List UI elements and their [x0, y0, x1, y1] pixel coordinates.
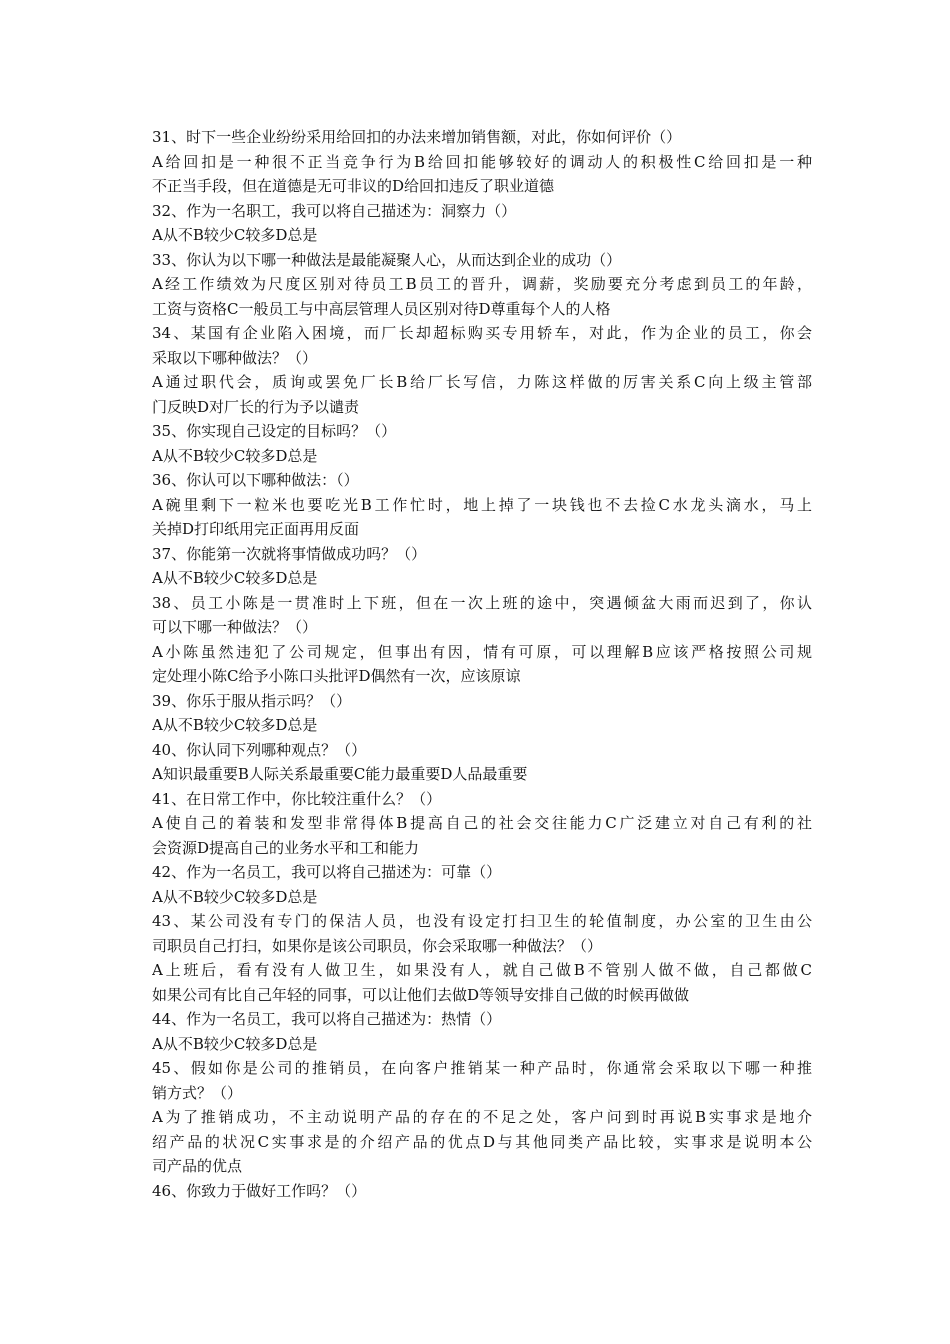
text-line: 41、在日常工作中，你比较注重什么？（）: [152, 789, 442, 808]
text-line: 38、员工小陈是一贯准时上下班，但在一次上班的途中，突遇倾盆大雨而迟到了，你认: [152, 593, 812, 612]
text-line: 46、你致力于做好工作吗？（）: [152, 1181, 367, 1200]
document-page: [152, 125, 812, 1203]
text-line: 定处理小陈C给予小陈口头批评D偶然有一次，应该原谅: [152, 667, 521, 685]
text-line: 32、作为一名职工，我可以将自己描述为：洞察力（）: [152, 201, 517, 220]
text-line: 门反映D对厂长的行为予以谴责: [152, 397, 360, 416]
text-line: 不正当手段，但在道德是无可非议的D给回扣违反了职业道德: [152, 177, 555, 195]
text-line: A上班后，看有没有人做卫生，如果没有人，就自己做B不管别人做不做，自己都做C: [152, 961, 812, 979]
text-line: 会资源D提高自己的业务水平和工和能力: [152, 838, 420, 857]
text-line: 36、你认可以下哪种做法：（）: [152, 471, 359, 489]
text-line: A从不B较少C较多D总是: [152, 569, 318, 587]
text-line: 33、你认为以下哪一种做法是最能凝聚人心，从而达到企业的成功（）: [152, 250, 622, 269]
text-line: 关掉D打印纸用完正面再用反面: [152, 520, 360, 538]
text-line: 司产品的优点: [152, 1157, 243, 1175]
text-line: 可以下哪一种做法？（）: [152, 618, 318, 636]
text-line: 45、假如你是公司的推销员，在向客户推销某一种产品时，你通常会采取以下哪一种推: [152, 1059, 812, 1077]
text-line: A经工作绩效为尺度区别对待员工B员工的晋升，调薪，奖励要充分考虑到员工的年龄，: [152, 275, 812, 293]
text-line: 司职员自己打扫，如果你是该公司职员，你会采取哪一种做法？（）: [152, 936, 603, 955]
text-line: 42、作为一名员工，我可以将自己描述为：可靠（）: [152, 863, 502, 881]
text-line: A为了推销成功，不主动说明产品的存在的不足之处，客户问到时再说B实事求是地介: [152, 1108, 812, 1126]
text-line: A使自己的着装和发型非常得体B提高自己的社会交往能力C广泛建立对自己有利的社: [152, 814, 812, 832]
text-line: 44、作为一名员工，我可以将自己描述为：热情（）: [152, 1010, 502, 1028]
text-line: A从不B较少C较多D总是: [152, 226, 318, 244]
text-line: A从不B较少C较多D总是: [152, 887, 318, 906]
text-line: A碗里剩下一粒米也要吃光B工作忙时，地上掉了一块钱也不去捡C水龙头滴水，马上: [152, 495, 812, 514]
text-line: A从不B较少C较多D总是: [152, 1034, 318, 1053]
text-line: 37、你能第一次就将事情做成功吗？（）: [152, 544, 427, 563]
text-line: 销方式？（）: [152, 1083, 243, 1102]
text-line: 31、时下一些企业纷纷采用给回扣的办法来增加销售额，对此，你如何评价（）: [152, 128, 682, 146]
text-line: 如果公司有比自己年轻的同事，可以让他们去做D等领导安排自己做的时候再做做: [152, 985, 690, 1004]
text-line: 采取以下哪种做法？（）: [152, 348, 318, 367]
text-line: A给回扣是一种很不正当竞争行为B给回扣能够较好的调动人的积极性C给回扣是一种: [152, 152, 812, 171]
text-line: A通过职代会，质询或罢免厂长B给厂长写信，力陈这样做的厉害关系C向上级主管部: [152, 373, 812, 391]
text-line: 绍产品的状况C实事求是的介绍产品的优点D与其他同类产品比较，实事求是说明本公: [152, 1132, 812, 1151]
text-line: A从不B较少C较多D总是: [152, 716, 318, 734]
text-line: 40、你认同下列哪种观点？（）: [152, 740, 367, 759]
text-line: 43、某公司没有专门的保洁人员，也没有设定打扫卫生的轮值制度，办公室的卫生由公: [152, 912, 812, 930]
text-line: A小陈虽然违犯了公司规定，但事出有因，情有可原，可以理解B应该严格按照公司规: [152, 642, 812, 661]
text-line: 35、你实现自己设定的目标吗？（）: [152, 422, 397, 440]
text-line: 工资与资格C一般员工与中高层管理人员区别对待D尊重每个人的人格: [152, 299, 611, 318]
text-line: 39、你乐于服从指示吗？（）: [152, 691, 352, 710]
text-line: A从不B较少C较多D总是: [152, 446, 318, 465]
text-line: A知识最重要B人际关系最重要C能力最重要D人品最重要: [152, 765, 528, 783]
text-line: 34、某国有企业陷入困境，而厂长却超标购买专用轿车，对此，作为企业的员工，你会: [152, 324, 812, 342]
